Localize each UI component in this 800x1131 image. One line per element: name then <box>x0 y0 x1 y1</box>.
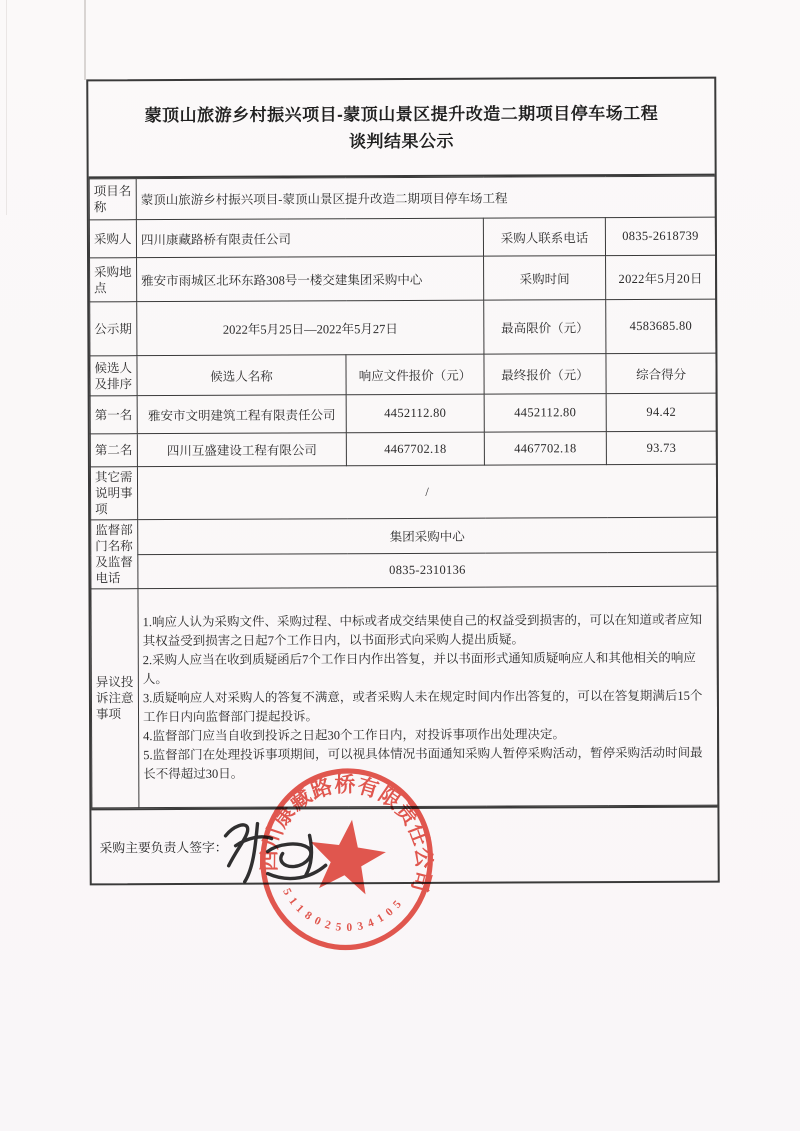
document-title <box>88 79 714 179</box>
purchaser-label: 采购人 <box>89 220 136 258</box>
signature-row <box>91 773 717 935</box>
objection-item: 2.采购人应当在收到质疑函后7个工作日内作出答复，并以书面形式通知质疑响应人和其他相关的响应人。 <box>142 650 696 686</box>
scan-artifact-line <box>6 0 7 215</box>
objection-item: 4.监督部门应当自收到投诉之日起30个工作日内，对投诉事项作出处理决定。 <box>143 726 566 743</box>
project-name-label: 项目名称 <box>89 179 136 220</box>
candidate-1-doc-price: 4452112.80 <box>346 394 484 433</box>
header-final-price: 最终报价（元） <box>484 354 606 395</box>
row-candidates-header <box>90 353 716 396</box>
announcement-table <box>86 77 720 935</box>
supervision-department: 集团采购中心 <box>138 517 717 555</box>
company-seal <box>239 749 454 969</box>
row-location <box>90 255 716 302</box>
candidate-1-score: 94.42 <box>606 393 716 431</box>
purchaser-phone-label: 采购人联系电话 <box>483 218 605 257</box>
objection-label: 异议投诉注意事项 <box>91 589 139 808</box>
project-name-value: 蒙顶山旅游乡村振兴项目-蒙顶山景区提升改造二期项目停车场工程 <box>136 176 715 220</box>
row-supervision-phone <box>91 552 717 589</box>
row-publicity-period <box>90 299 716 356</box>
purchase-time-value: 2022年5月20日 <box>606 255 716 299</box>
objection-item: 3.质疑响应人对采购人的答复不满意，或者采购人未在规定时间内作出答复的，可以在答复期满后15个工作日内向监督部门提起投诉。 <box>142 688 703 724</box>
candidate-row-2 <box>90 431 716 467</box>
svg-text:5118025034105 <box>276 883 405 942</box>
other-notes-value: / <box>137 464 716 520</box>
rank-1-label: 第一名 <box>90 396 137 434</box>
candidate-2-name: 四川互盛建设工程有限公司 <box>137 433 346 467</box>
candidate-1-final-price: 4452112.80 <box>484 394 606 433</box>
location-value: 雅安市雨城区北环东路308号一楼交建集团采购中心 <box>137 256 484 302</box>
signature-label: 采购主要负责人签字： <box>99 840 228 856</box>
candidate-2-score: 93.73 <box>606 431 716 464</box>
seal-number: 5118025034105 <box>280 886 404 935</box>
objection-item: 1.响应人认为采购文件、采购过程、中标或者成交结果使自己的权益受到损害的，可以在知道或者应知其权益受到损害之日起7个工作日内，以书面形式向采购人提出质疑。 <box>142 612 703 648</box>
document-title-line2: 谈判结果公示 <box>348 131 455 151</box>
row-project-name <box>89 176 715 220</box>
max-price-label: 最高限价（元） <box>484 300 606 355</box>
row-purchaser <box>89 217 715 258</box>
candidate-1-name: 雅安市文明建筑工程有限责任公司 <box>137 395 346 434</box>
location-label: 采购地点 <box>90 258 137 302</box>
purchase-time-label: 采购时间 <box>484 256 606 301</box>
candidate-2-doc-price: 4467702.18 <box>346 432 484 466</box>
supervision-phone: 0835-2310136 <box>138 552 717 589</box>
publicity-period-label: 公示期 <box>90 302 137 356</box>
row-other-notes <box>90 464 716 520</box>
seal-star-icon <box>305 815 390 897</box>
other-notes-label: 其它需说明事项 <box>90 467 137 520</box>
scan-artifact-line <box>84 0 86 80</box>
max-price-value: 4583685.80 <box>606 299 716 353</box>
candidates-section-label: 候选人及排序 <box>90 356 137 396</box>
row-supervision-name <box>91 517 717 555</box>
header-score: 综合得分 <box>606 353 716 393</box>
candidate-row-1 <box>90 393 716 434</box>
purchaser-phone-value: 0835-2618739 <box>605 217 715 255</box>
seal-company-name: 四川康藏路桥有限责任公司 <box>257 773 436 895</box>
rank-2-label: 第二名 <box>90 434 137 467</box>
candidate-2-final-price: 4467702.18 <box>484 432 606 466</box>
document-title-line1: 蒙顶山旅游乡村振兴项目-蒙顶山景区提升改造二期项目停车场工程 <box>144 103 659 125</box>
publicity-period-value: 2022年5月25日—2022年5月27日 <box>137 300 484 356</box>
objection-item: 5.监督部门在处理投诉事项期间，可以视具体情况书面通知采购人暂停采购活动，暂停采购活动时间最长不得超过30日。 <box>143 745 703 781</box>
purchaser-value: 四川康藏路桥有限责任公司 <box>136 218 483 258</box>
header-doc-price: 响应文件报价（元） <box>346 354 484 395</box>
result-table <box>89 176 719 809</box>
supervision-label: 监督部门名称及监督电话 <box>91 520 138 589</box>
header-candidate-name: 候选人名称 <box>137 355 346 396</box>
